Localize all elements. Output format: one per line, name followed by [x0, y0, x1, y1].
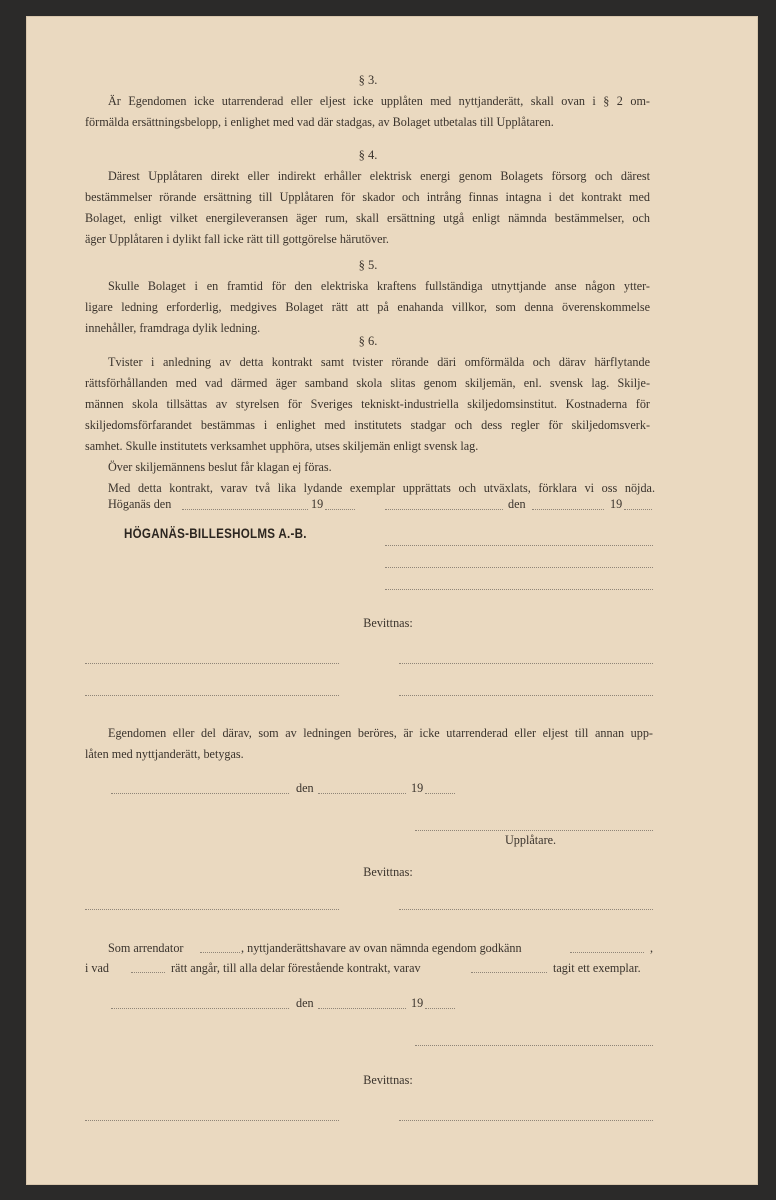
paragraph-line: Med detta kontrakt, varav två lika lydande exemplar upprättats och utväxlats, förklara vi oss nöjda. — [108, 481, 655, 495]
tenant-approval-field[interactable] — [570, 952, 644, 953]
witness-signature-line[interactable] — [399, 695, 653, 696]
section-heading: § 4. — [358, 148, 378, 162]
paragraph-line: äger Upplåtaren i dylikt fall icke rätt till gottgörelse härutöver. — [85, 232, 389, 246]
witness-label: Bevittnas: — [363, 1073, 413, 1087]
paragraph-line: Skulle Bolaget i en framtid för den elektriska kraftens fullständiga utnyttjande anse någon ytter- — [108, 279, 650, 293]
place-field[interactable] — [111, 1008, 289, 1009]
witness-signature-line[interactable] — [399, 909, 653, 910]
tenant-text: rätt angår, till alla delar förestående kontrakt, varav — [171, 961, 421, 975]
paragraph-line: rättsförhållanden med vad därmed äger samband skola slitas genom skiljemän, enl. svensk lag. Skilje- — [85, 376, 650, 390]
tenant-text: i vad — [85, 961, 110, 975]
signature-line[interactable] — [385, 589, 653, 590]
paragraph-line: Därest Upplåtaren direkt eller indirekt erhåller elektrisk energi genom Bolagets försorg och därest — [108, 169, 650, 183]
tenant-text: , — [650, 941, 654, 955]
paragraph-line: Bolaget, enligt vilket energileveransen äger rum, skall ersättning utgå enligt nämnda bestämmelser, och — [85, 211, 650, 225]
paragraph-line: Över skiljemännens beslut får klagan ej föras. — [108, 460, 332, 474]
tenant-text: Som arrendator — [108, 941, 184, 955]
paragraph-line: Är Egendomen icke utarrenderad eller eljest icke upplåten med nyttjanderätt, skall ovan i § 2 om- — [108, 94, 650, 108]
year-field[interactable] — [624, 509, 652, 510]
witness-signature-line[interactable] — [85, 1120, 339, 1121]
witness-signature-line[interactable] — [85, 663, 339, 664]
signature-line[interactable] — [415, 1045, 653, 1046]
year-field[interactable] — [325, 509, 355, 510]
paragraph-line: låten med nyttjanderätt, betygas. — [85, 747, 244, 761]
paragraph-line: förmälda ersättningsbelopp, i enlighet med vad där stadgas, av Bolaget utbetalas till Upplåtaren. — [85, 115, 554, 129]
year-field[interactable] — [425, 1008, 455, 1009]
paragraph-line: ligare ledning erforderlig, medgives Bolaget rätt att på enahanda villkor, som denna överenskommelse — [85, 300, 650, 314]
year-prefix: 19 — [311, 497, 324, 511]
year-field[interactable] — [425, 793, 455, 794]
witness-signature-line[interactable] — [85, 695, 339, 696]
tenant-text: , nyttjanderättshavare av ovan nämnda egendom godkänn — [241, 941, 522, 955]
company-name: HÖGANÄS-BILLESHOLMS A.-B. — [124, 526, 307, 541]
date-field[interactable] — [318, 1008, 406, 1009]
paragraph-line: innehåller, framdraga dylik ledning. — [85, 321, 261, 335]
tenant-right-field[interactable] — [131, 972, 165, 973]
paragraph-line: samhet. Skulle institutets verksamhet upphöra, utses skiljemän enligt svensk lag. — [85, 439, 479, 453]
paragraph-line: skiljedomsförfarandet bestämmas i enlighet med institutets stadgar och dess regler för skiljedomsverk- — [85, 418, 650, 432]
paragraph-line: Egendomen eller del därav, som av ledningen beröres, är icke utarrenderad eller eljest till annan upp- — [108, 726, 653, 740]
tenant-copy-field[interactable] — [471, 972, 547, 973]
tenant-name-field[interactable] — [200, 952, 240, 953]
year-prefix: 19 — [610, 497, 623, 511]
place-field[interactable] — [385, 509, 503, 510]
signer-label: Upplåtare. — [505, 833, 557, 847]
witness-label: Bevittnas: — [363, 616, 413, 630]
section-heading: § 3. — [358, 73, 378, 87]
witness-signature-line[interactable] — [85, 909, 339, 910]
paragraph-line: Tvister i anledning av detta kontrakt samt tvister rörande däri omförmälda och därav härflytande — [108, 355, 650, 369]
paragraph-line: bestämmelser rörande ersättning till Upplåtaren för skador och intrång finnas intagna i det kontrakt med — [85, 190, 650, 204]
date-field[interactable] — [318, 793, 406, 794]
den-label: den — [296, 996, 314, 1010]
witness-signature-line[interactable] — [399, 663, 653, 664]
section-heading: § 6. — [358, 334, 378, 348]
place-field[interactable] — [111, 793, 289, 794]
den-label: den — [508, 497, 526, 511]
section-heading: § 5. — [358, 258, 378, 272]
den-label: den — [296, 781, 314, 795]
tenant-text: tagit ett exemplar. — [553, 961, 641, 975]
paragraph-line: männen skola tillsättas av styrelsen för Sveriges tekniskt-industriella skiljedomsinstitut. Kostnaderna för — [85, 397, 650, 411]
signature-line[interactable] — [385, 545, 653, 546]
year-prefix: 19 — [411, 781, 424, 795]
witness-label: Bevittnas: — [363, 865, 413, 879]
place-label: Höganäs den — [108, 497, 172, 511]
witness-signature-line[interactable] — [399, 1120, 653, 1121]
year-prefix: 19 — [411, 996, 424, 1010]
signature-line[interactable] — [385, 567, 653, 568]
date-field[interactable] — [182, 509, 308, 510]
date-field[interactable] — [532, 509, 604, 510]
